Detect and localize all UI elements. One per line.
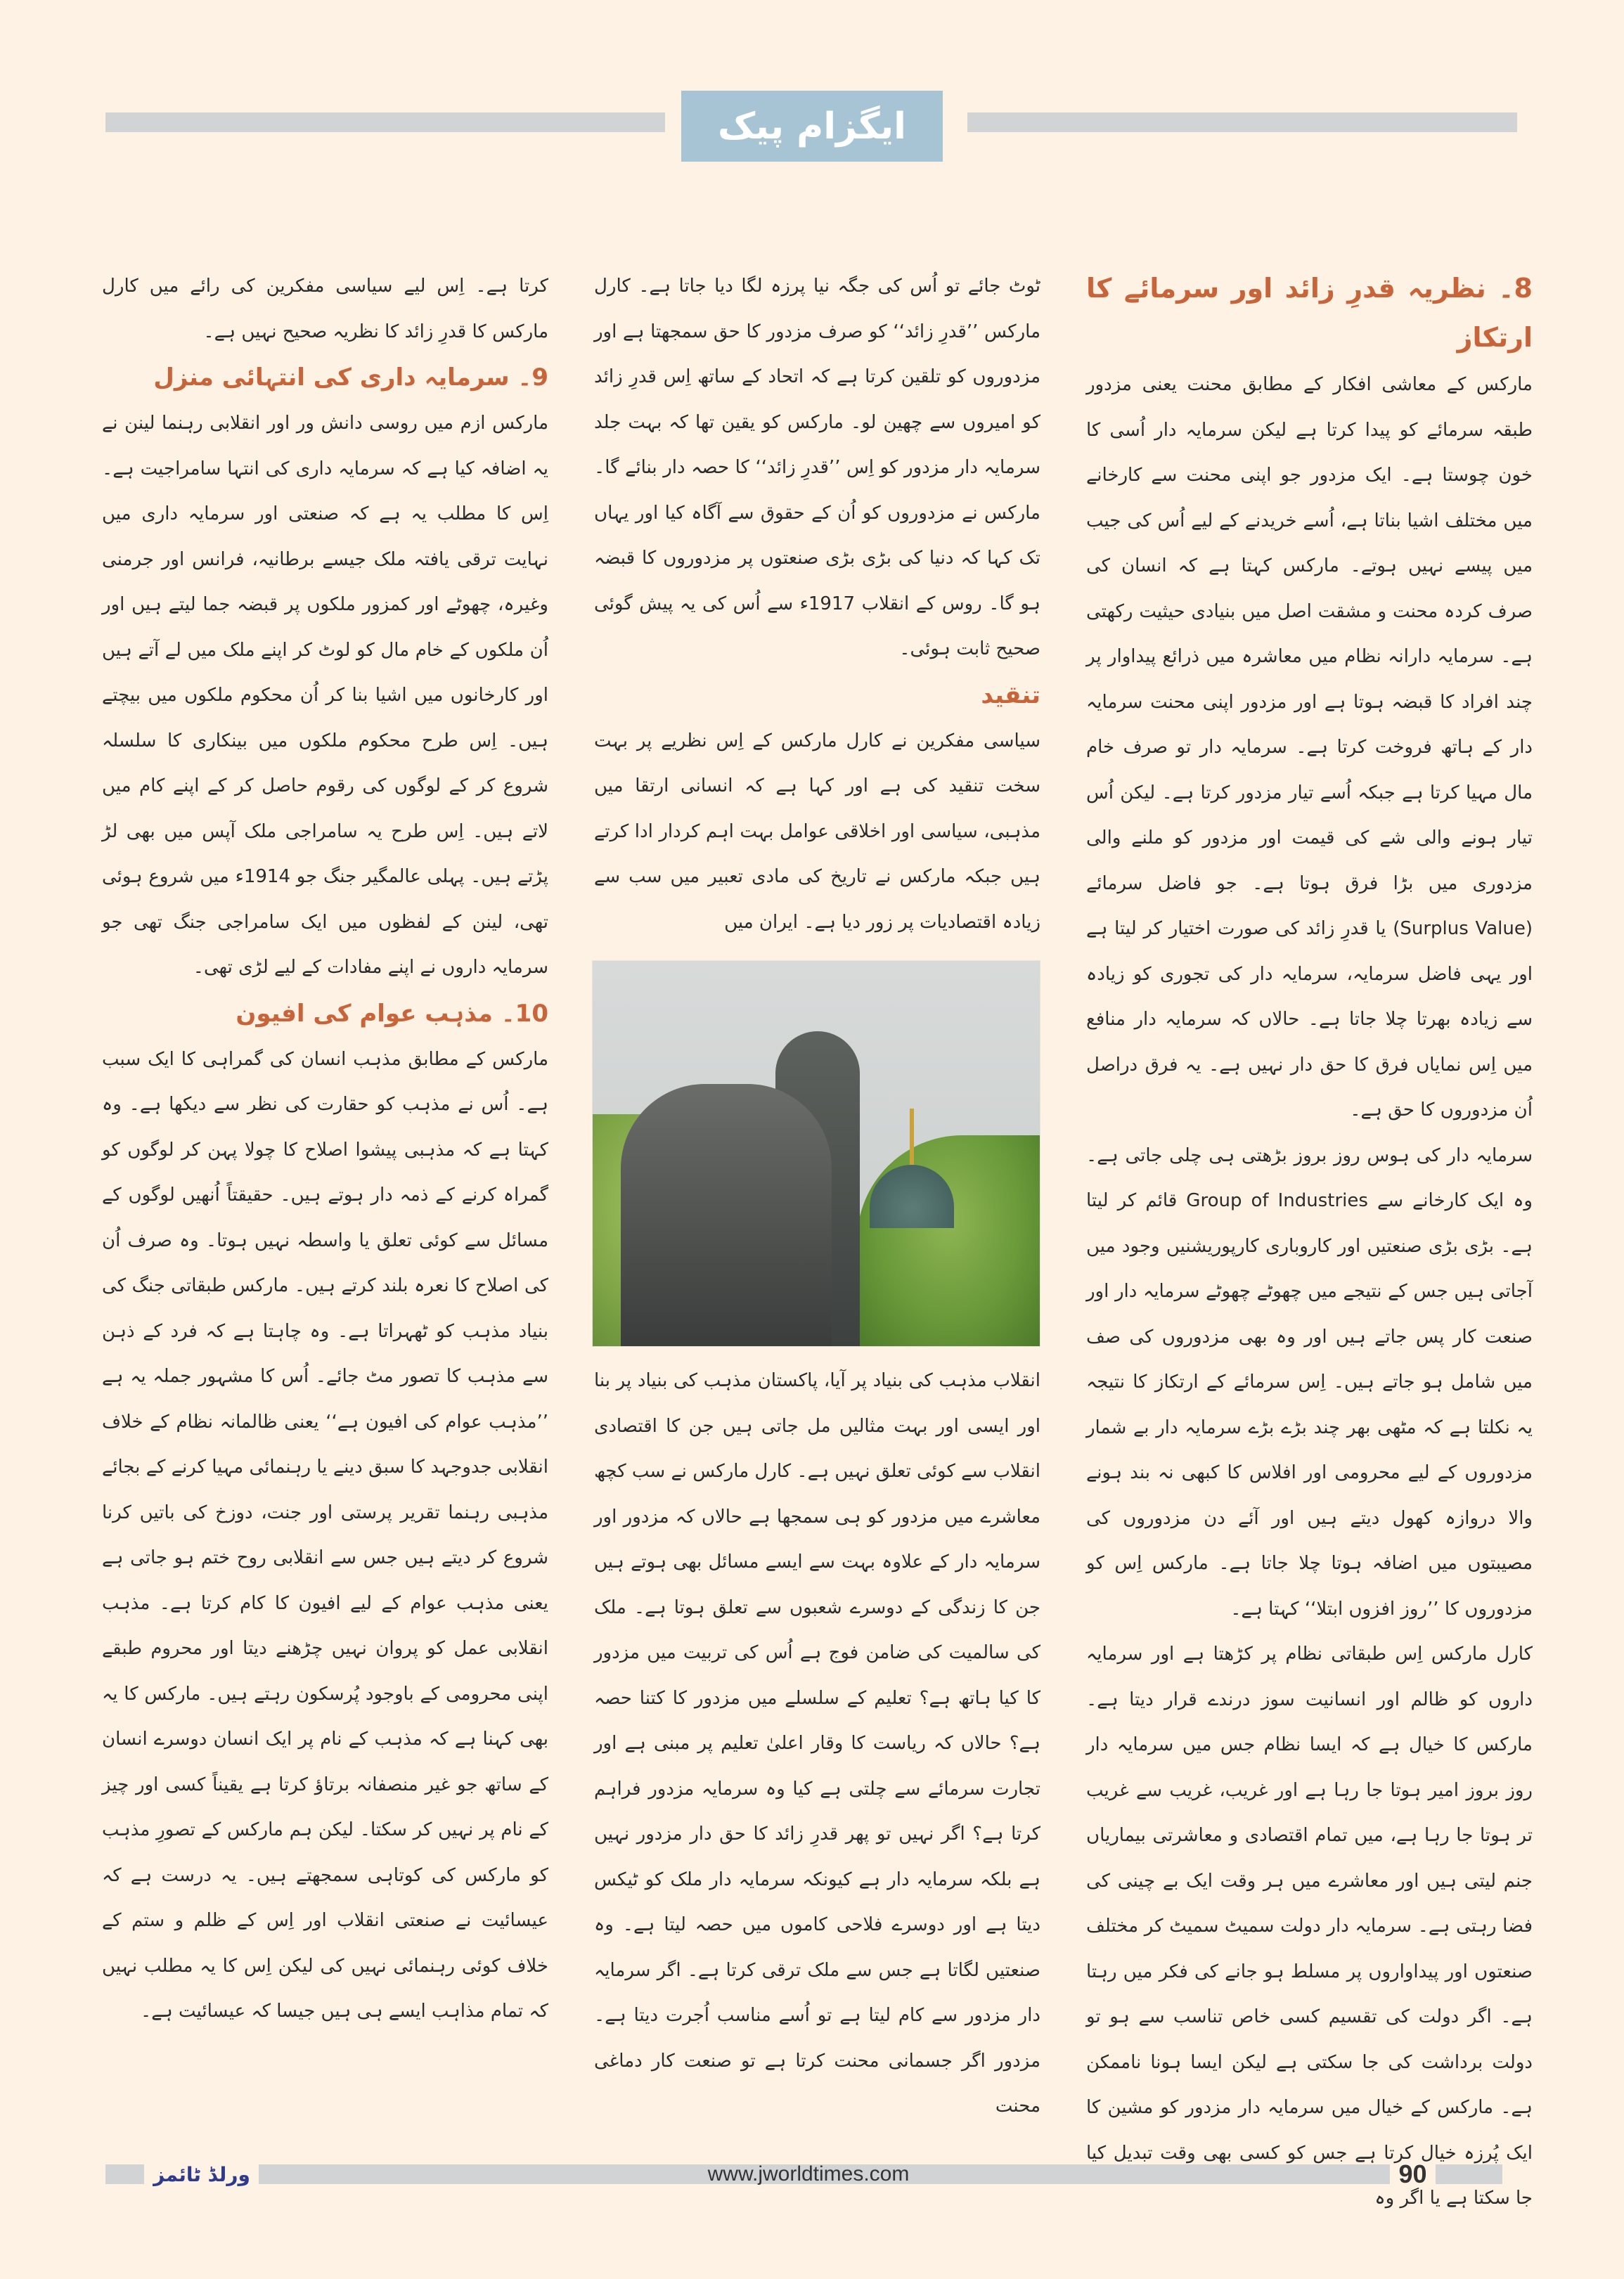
footer-rule-right — [1436, 2164, 1502, 2184]
page-number: 90 — [1398, 2159, 1427, 2188]
paragraph: کرتا ہے۔ اِس لیے سیاسی مفکرین کی رائے میں کارل مارکس کا قدرِ زائد کا نظریہ صحیح نہیں ہے۔ — [102, 276, 548, 342]
header-rule-right — [967, 112, 1517, 132]
photo-spire — [910, 1109, 914, 1168]
paragraph: انقلاب مذہب کی بنیاد پر آیا، پاکستان مذہب کی بنیاد پر بنا اور ایسی اور بہت مثالیں مل جاتی ہیں جن کا اقتصادی انقلاب سے کوئی تعلق نہیں ہے۔ کارل مارکس نے سب کچھ معاشرے میں مزدور کو ہی سمجھا ہے حالاں کہ مزدور اور سرمایہ دار کے علاوہ بہت سے ایسے مسائل بھی ہوتے ہیں جن کا زندگی کے دوسرے شعبوں سے تعلق ہوتا ہے۔ ملک کی سالمیت کی ضامن فوج ہے اُس کی تربیت میں مزدور کا کیا ہاتھ ہے؟ تعلیم کے سلسلے میں مزدور کا کتنا حصہ ہے؟ حالاں کہ ریاست کا وقار اعلیٰ تعلیم پر مبنی ہے اور تجارت سرمائے سے چلتی ہے کیا وہ سرمایہ مزدور فراہم کرتا ہے؟ اگر نہیں تو پھر قدرِ زائد کا حق دار مزدور نہیں ہے بلکہ سرمایہ دار ہے کیونکہ سرمایہ دار ملک کو ٹیکس دیتا ہے اور دوسرے فلاحی کاموں میں حصہ لیتا ہے۔ وہ صنعتیں لگاتا ہے جس سے ملک ترقی کرتا ہے۔ اگر سرمایہ دار مزدور سے کام لیتا ہے تو اُسے مناسب اُجرت دیتا ہے۔ مزدور اگر جسمانی محنت کرتا ہے تو صنعت کار دماغی محنت — [594, 1370, 1040, 2117]
footer-brand: ورلڈ ٹائمز — [153, 2162, 250, 2186]
paragraph: مارکس کے معاشی افکار کے مطابق محنت یعنی مزدور طبقہ سرمائے کو پیدا کرتا ہے لیکن سرمایہ دار اُسی کا خون چوستا ہے۔ ایک مزدور جو اپنی محنت سے کارخانے میں مختلف اشیا بناتا ہے، اُسے خریدنے کے لیے اُس کی جیب میں پیسے نہیں ہوتے۔ مارکس کہتا ہے کہ انسان کی صرف کردہ محنت و مشقت اصل میں بنیادی حیثیت رکھتی ہے۔ سرمایہ دارانہ نظام میں معاشرہ میں ذرائع پیداوار پر چند افراد کا قبضہ ہوتا ہے اور مزدور اپنی محنت سرمایہ دار کے ہاتھ فروخت کرتا ہے۔ سرمایہ دار تو صرف خام مال مہیا کرتا ہے جبکہ اُسے تیار مزدور کرتا ہے۔ لیکن اُس تیار ہونے والی شے کی قیمت اور مزدور کو ملنے والی مزدوری میں بڑا فرق ہوتا ہے۔ جو فاضل سرمائے (Surplus Value) یا قدرِ زائد کی صورت اختیار کر لیتا ہے اور یہی فاضل سرمایہ، سرمایہ دار کی تجوری کو زیادہ سے زیادہ بھرتا چلا جاتا ہے۔ حالاں کہ سرمایہ دار منافع میں اِس نمایاں فرق کا حق دار نہیں ہے۔ یہ فرق دراصل اُن مزدوروں کا حق ہے۔ — [1086, 374, 1533, 1121]
footer-rule-left — [105, 2164, 144, 2184]
heading-section-8: 8۔ نظریہ قدرِ زائد اور سرمائے کا ارتکاز — [1086, 273, 1533, 353]
heading-section-9: 9۔ سرمایہ داری کی انتہائی منزل — [153, 363, 548, 392]
header-rule-left — [105, 112, 665, 132]
footer-url[interactable]: www.jworldtimes.com — [707, 2162, 910, 2186]
section-title-box — [681, 91, 943, 162]
column-middle — [594, 264, 1040, 2129]
heading-section-10: 10۔ مذہب عوام کی افیون — [236, 999, 548, 1028]
column-right — [1086, 264, 1533, 2221]
paragraph: مارکس کے مطابق مذہب انسان کی گمراہی کا ایک سبب ہے۔ اُس نے مذہب کو حقارت کی نظر سے دیکھا ہے۔ وہ کہتا ہے کہ مذہبی پیشوا اصلاح کا چولا پہن کر لوگوں کو گمراہ کرنے کے ذمہ دار ہوتے ہیں۔ حقیقتاً اُنھیں لوگوں کے مسائل سے کوئی تعلق یا واسطہ نہیں ہوتا۔ وہ صرف اُن کی اصلاح کا نعرہ بلند کرتے ہیں۔ مارکس طبقاتی جنگ کی بنیاد مذہب کو ٹھہراتا ہے۔ وہ چاہتا ہے کہ فرد کے ذہن سے مذہب کا تصور مٹ جائے۔ اُس کا مشہور جملہ یہ ہے ’’مذہب عوام کی افیون ہے‘‘ یعنی ظالمانہ نظام کے خلاف انقلابی جدوجہد کا سبق دینے یا رہنمائی مہیا کرنے کے بجائے مذہبی رہنما تقریر پرستی اور جنت، دوزخ کی باتیں کرنا شروع کر دیتے ہیں جس سے انقلابی روح ختم ہو جاتی ہے یعنی مذہب عوام کے لیے افیون کا کام کرتا ہے۔ مذہب انقلابی عمل کو پروان نہیں چڑھنے دیتا اور محروم طبقے اپنی محرومی کے باوجود پُرسکون رہتے ہیں۔ مارکس کا یہ بھی کہنا ہے کہ مذہب کے نام پر ایک انسان دوسرے انسان کے ساتھ جو غیر منصفانہ برتاؤ کرتا ہے یقیناً کسی اور چیز کے نام پر نہیں کر سکتا۔ لیکن ہم مارکس کے تصورِ مذہب کو مارکس کی کوتاہی سمجھتے ہیں۔ یہ درست ہے کہ عیسائیت نے صنعتی انقلاب اور اِس کے ظلم و ستم کے خلاف کوئی رہنمائی نہیں کی لیکن اِس کا یہ مطلب نہیں کہ تمام مذاہب ایسے ہی ہیں جیسا کہ عیسائیت ہے۔ — [102, 1048, 548, 2022]
photo-statue-seated — [621, 1084, 832, 1346]
section-title: ایگزام پیک — [718, 105, 906, 148]
paragraph: سیاسی مفکرین نے کارل مارکس کے اِس نظریے پر بہت سخت تنقید کی ہے اور کہا ہے کہ انسانی ارتقا میں مذہبی، سیاسی اور اخلاقی عوامل بہت اہم کردار ادا کرتے ہیں جبکہ مارکس نے تاریخ کی مادی تعبیر میں سب سے زیادہ اقتصادیات پر زور دیا ہے۔ ایران میں — [594, 730, 1040, 933]
paragraph: کارل مارکس اِس طبقاتی نظام پر کڑھتا ہے اور سرمایہ داروں کو ظالم اور انسانیت سوز درندے قرار دیتا ہے۔ مارکس کا خیال ہے کہ ایسا نظام جس میں سرمایہ دار روز بروز امیر ہوتا جا رہا ہے اور غریب، غریب سے غریب تر ہوتا جا رہا ہے، میں تمام اقتصادی و معاشرتی بیماریاں جنم لیتی ہیں اور معاشرے میں ہر وقت ایک بے چینی کی فضا رہتی ہے۔ سرمایہ دار دولت سمیٹ سمیٹ کر مختلف صنعتوں اور پیداواروں پر مسلط ہو جانے کی فکر میں رہتا ہے۔ اگر دولت کی تقسیم کسی خاص تناسب سے ہو تو دولت برداشت کی جا سکتی ہے لیکن ایسا ہونا ناممکن ہے۔ مارکس کے خیال میں سرمایہ دار مزدور کو مشین کا ایک پُرزہ خیال کرتا ہے جس کو کسی بھی وقت تبدیل کیا جا سکتا ہے یا اگر وہ — [1086, 1644, 1533, 2209]
photo-marx-engels-statue — [592, 960, 1040, 1347]
photo-trees-right — [857, 1135, 1040, 1346]
heading-criticism: تنقید — [981, 680, 1040, 709]
paragraph: مارکس ازم میں روسی دانش ور اور انقلابی رہنما لینن نے یہ اضافہ کیا ہے کہ سرمایہ داری کی انتہا سامراجیت ہے۔ اِس کا مطلب یہ ہے کہ صنعتی اور سرمایہ داری میں نہایت ترقی یافتہ ملک جیسے برطانیہ، فرانس اور جرمنی وغیرہ، چھوٹے اور کمزور ملکوں پر قبضہ جما لیتے ہیں اور اُن ملکوں کے خام مال کو لوٹ کر اپنے ملک میں لے آتے ہیں اور کارخانوں میں اشیا بنا کر اُن محکوم ملکوں میں بیچتے ہیں۔ اِس طرح محکوم ملکوں میں بینکاری کا سلسلہ شروع کر کے لوگوں کی رقوم حاصل کر کے اپنے کام میں لاتے ہیں۔ اِس طرح یہ سامراجی ملک آپس میں بھی لڑ پڑتے ہیں۔ پہلی عالمگیر جنگ جو 1914ء میں شروع ہوئی تھی، لینن کے لفظوں میں ایک سامراجی جنگ تھی جو سرمایہ داروں نے اپنے مفادات کے لیے لڑی تھی۔ — [102, 413, 548, 978]
paragraph: ٹوٹ جائے تو اُس کی جگہ نیا پرزہ لگا دیا جاتا ہے۔ کارل مارکس ’’قدرِ زائد‘‘ کو صرف مزدور کا حق سمجھتا ہے اور مزدوروں کو تلقین کرتا ہے کہ اتحاد کے ساتھ اِس قدرِ زائد کو امیروں سے چھین لو۔ مارکس کو یقین تھا کہ بہت جلد سرمایہ دار مزدور کو اِس ’’قدرِ زائد‘‘ کا حصہ دار بنائے گا۔ مارکس نے مزدوروں کو اُن کے حقوق سے آگاہ کیا اور یہاں تک کہا کہ دنیا کی بڑی بڑی صنعتوں پر مزدوروں کا قبضہ ہو گا۔ روس کے انقلاب 1917ء سے اُس کی یہ پیش گوئی صحیح ثابت ہوئی۔ — [594, 276, 1040, 659]
paragraph: سرمایہ دار کی ہوس روز بروز بڑھتی ہی چلی جاتی ہے۔ وہ ایک کارخانے سے Group of Industries قائم کر لیتا ہے۔ بڑی بڑی صنعتیں اور کاروباری کارپوریشنیں وجود میں آجاتی ہیں جس کے نتیجے میں چھوٹے چھوٹے سرمایہ دار اور صنعت کار پس جاتے ہیں اور وہ بھی مزدوروں کی صف میں شامل ہو جاتے ہیں۔ اِس سرمائے کے ارتکاز کا نتیجہ یہ نکلتا ہے کہ مٹھی بھر چند بڑے بڑے سرمایہ دار بے شمار مزدوروں کے لیے محرومی اور افلاس کا کبھی نہ بند ہونے والا دروازہ کھول دیتے ہیں اور آئے دن مزدوروں کی مصیبتوں میں اضافہ ہوتا چلا جاتا ہے۔ مارکس اِس کو مزدوروں کا ’’روز افزوں ابتلا‘‘ کہتا ہے۔ — [1086, 1144, 1533, 1620]
column-left — [102, 264, 548, 2034]
